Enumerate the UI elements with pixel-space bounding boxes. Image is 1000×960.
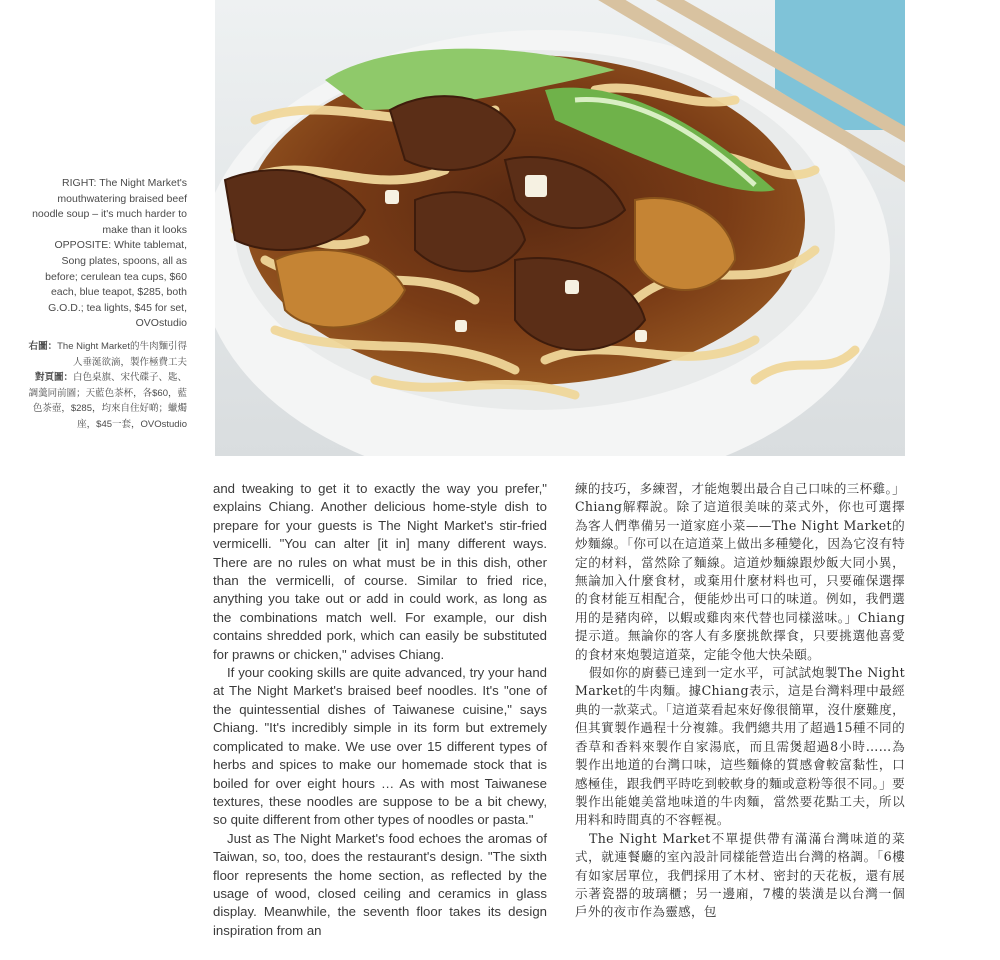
article-column-english: [213, 480, 547, 940]
beef-noodle-soup-photo: [215, 0, 905, 456]
article-paragraph: If your cooking skills are quite advanced, try your hand at The Night Market's braised beef noodles. It's "one of the quintessential dishes of Taiwanese cuisine," says Chiang. "It's incredibly simple in its form but extremely complicated to make. We use over 15 different types of herbs and spices to make our homemade stock that is boiled for over eight hours … As with most Taiwanese textures, these noodles are suppose to be a bit chewy, so quite different from other types of noodles or pasta.": [213, 665, 547, 828]
article-paragraph: Just as The Night Market's food echoes the aromas of Taiwan, so, too, does the restaurant's design. "The sixth floor represents the home section, as reflected by the usage of wood, closed ceiling and ceramics in glass display. Meanwhile, the seventh floor takes its design inspiration from an: [213, 830, 547, 938]
caption-opposite-label: OPPOSITE:: [54, 239, 112, 252]
article-paragraph-zh: 假如你的廚藝已達到一定水平，可試試炮製The Night Market的牛肉麵。據Chiang表示，這是台灣料理中最經典的一款菜式。「這道菜看起來好像很簡單，沒什麼難度，但其實製作過程十分複雜。我們總共用了超過15種不同的香草和香料來製作自家湯底，而且需煲超過8小時……為製作出地道的台灣口味，這些麵條的質感會較富黏性，口感極佳，跟我們平時吃到較軟身的麵或意粉等很不同。」要製作出能媲美當地味道的牛肉麵，當然要花點工夫，所以用料和時間真的不容輕視。: [575, 665, 905, 828]
article-paragraph-zh: The Night Market不單提供帶有滿滿台灣味道的菜式，就連餐廳的室內設計同樣能營造出台灣的格調。「6樓有如家居單位，我們採用了木材、密封的天花板，還有展示著瓷器的玻璃櫃；另一邊廂，7樓的裝潢是以台灣一個戶外的夜市作為靈感，包: [575, 830, 905, 920]
caption-zh-opposite-label: 對頁圖：: [34, 372, 73, 384]
caption-right-text: The Night Market's mouthwatering braised beef noodle soup – it's much harder to make than it looks: [32, 177, 187, 236]
caption-zh-opposite-text: 白色桌旗、宋代碟子、匙、調羹同前圖；天藍色茶杯，各$60，藍色茶壺，$285，均來自住好啲；蠟燭座，$45一套，OVOstudio: [28, 372, 187, 430]
caption-right-label: RIGHT:: [62, 177, 97, 189]
photo-caption-chinese: [28, 339, 187, 433]
caption-zh-right-text: The Night Market的牛肉麵引得人垂涎欲滴，製作極費工夫: [57, 341, 187, 368]
photo-caption-english: [28, 176, 187, 332]
caption-zh-right-label: 右圖：: [28, 341, 58, 352]
article-column-chinese: [575, 480, 905, 922]
article-paragraph: and tweaking to get it to exactly the way you prefer," explains Chiang. Another delicious home-style dish to prepare for your guests is The Night Market's stir-fried vermicelli. "You can alter [it in] many different ways. There are no rules on what must be in this dish, other than the vermicelli, of course. Similar to fried rice, anything you take out or add in could work, as long as the combinations match well. For example, our dish contains shredded pork, which can easily be substituted for prawns or chicken," advises Chiang.: [213, 481, 547, 662]
article-paragraph-zh: 練的技巧，多練習，才能炮製出最合自己口味的三杯雞。」Chiang解釋說。除了這道很美味的菜式外，你也可選擇為客人們準備另一道家庭小菜——The Night Market的炒麵線。「你可以在這道菜上做出多種變化，因為它沒有特定的材料，當然除了麵線。這道炒麵線跟炒飯大同小異，無論加入什麼食材，或棄用什麼材料也可，只要確保選擇的食材能互相配合，便能炒出可口的味道。例如，我們選用的是豬肉碎，以蝦或雞肉來代替也同樣滋味。」Chiang提示道。無論你的客人有多麼挑飲擇食，只要挑選他喜愛的食材來炮製這道菜，定能令他大快朵頤。: [575, 481, 905, 662]
caption-opposite-text: White tablemat, Song plates, spoons, all as before; cerulean tea cups, $60 each, blue teapot, $285, both G.O.D.; tea lights, $45 for set, OVOstudio: [45, 239, 187, 330]
